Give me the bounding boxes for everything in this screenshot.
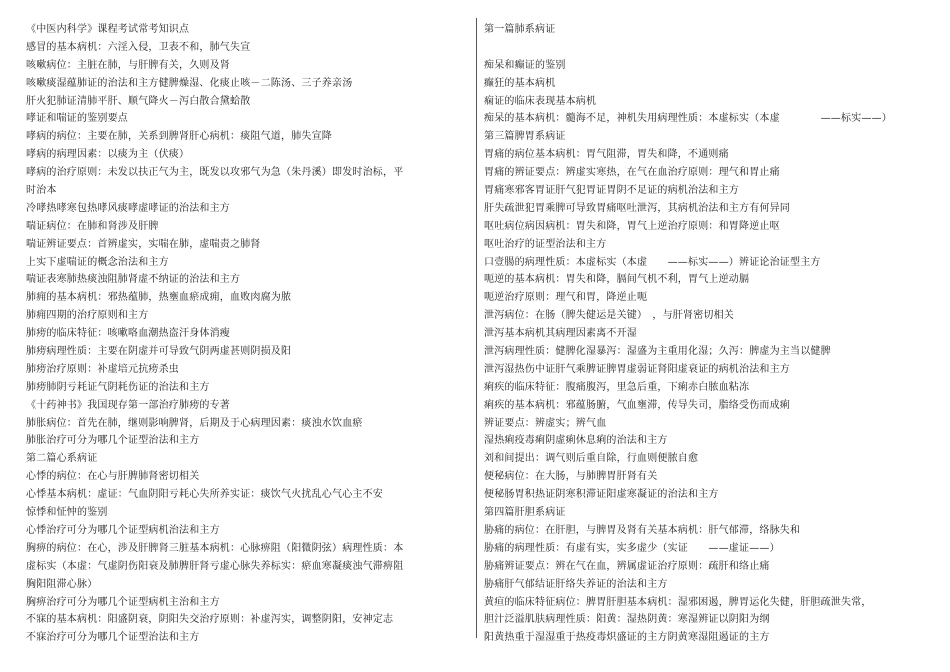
left-column-line: 喘证表寒肺热痰浊阻肺肾虚不纳证的治法和主方 xyxy=(26,274,241,286)
left-column-line: 咳嗽痰湿蕴肺证的治法和主方健脾燥湿、化痰止咳－二陈汤、三子养亲汤 xyxy=(26,77,353,89)
left-column-line: 哮病的病位：主要在肺，关系到脾肾肝心病机：痰阻气道，肺失宣降 xyxy=(26,131,332,143)
right-column-line: 泄泻基本病机其病理因素离不开湿 xyxy=(484,328,637,340)
right-column-line: 痫证的临床表现基本病机 xyxy=(484,95,597,107)
right-column-line: 辨证要点：辨虚实；辨气血 xyxy=(484,417,607,429)
left-column-line: 《中医内科学》课程考试常考知识点 xyxy=(26,24,190,35)
left-column-line: 胸痹治疗可分为哪几个证型病机主治和主方 xyxy=(26,596,220,608)
right-column-line xyxy=(484,39,924,57)
left-column-line: 肺痈的基本病机：邪热蕴肺，热壅血瘀成痈，血败肉腐为脓 xyxy=(26,292,292,304)
left-column-line: 第二篇心系病证 xyxy=(26,453,98,465)
left-column-line: 咳嗽病位：主脏在肺，与肝脾有关，久则及肾 xyxy=(26,59,230,71)
left-column-line: 哮证和喘证的鉴别要点 xyxy=(26,113,128,125)
left-column-line: 心悸的病位：在心与肝脾肺肾密切相关 xyxy=(26,471,200,483)
left-column-line: 哮病的病理因素：以痰为主（伏痰） xyxy=(26,149,190,161)
right-column xyxy=(484,21,924,647)
column-divider xyxy=(476,18,477,638)
left-column-line: 肺痨病理性质：主要在阴虚并可导致气阴两虚甚则阴损及阳 xyxy=(26,346,292,358)
right-column-line: 胁痛的病位：在肝胆，与脾胃及肾有关基本病机：肝气郁滞，络脉失和 xyxy=(484,524,801,536)
right-column-line: 便秘病位：在大肠，与肺脾胃肝肾有关 xyxy=(484,471,658,483)
left-column-line: 喘证病位：在肺和肾涉及肝脾 xyxy=(26,220,159,232)
right-column-line: 泄泻病位：在肠（脾失健运是关键） ，与肝肾密切相关 xyxy=(484,310,734,322)
right-column-line: 呕吐治疗的证型治法和主方 xyxy=(484,238,607,250)
left-column-line: 胸阳阻滞心脉） xyxy=(26,578,98,590)
left-column-line: 惊悸和怔忡的鉴别 xyxy=(26,507,108,519)
right-column-line: 泄泻湿热伤中证肝气乘脾证脾胃虚弱证肾阳虚衰证的病机治法和主方 xyxy=(484,363,790,375)
left-column-line: 《十药神书》我国现存第一部治疗肺痨的专著 xyxy=(26,399,230,411)
right-column-line: 阳黄热重于湿湿重于热疫毒炽盛证的主方阴黄寒湿阻遏证的主方 xyxy=(484,632,770,644)
right-column-line: 呃逆治疗原则：理气和胃，降逆止呃 xyxy=(484,292,648,304)
right-column-line: 黄疸的临床特征病位：脾胃肝胆基本病机：湿邪困遏，脾胃运化失健，肝胆疏泄失常， xyxy=(484,596,872,608)
left-column xyxy=(26,21,466,647)
right-column-line: 呃逆的基本病机：胃失和降，膈间气机不利，胃气上逆动膈 xyxy=(484,274,750,286)
left-column-line: 胸痹的病位：在心，涉及肝脾肾三脏基本病机：心脉痹阻（阳微阴弦）病理性质：本 xyxy=(26,542,404,554)
left-column-line: 肺痨治疗原则：补虚培元抗痨杀虫 xyxy=(26,363,179,375)
right-column-line: 泄泻病理性质：健脾化湿暴泻：湿盛为主重用化湿；久泻：脾虚为主当以健脾 xyxy=(484,346,831,358)
right-column-line: 刘和间提出：调气则后重自除，行血则便脓自愈 xyxy=(484,453,699,465)
left-column-line: 感冒的基本病机：六淫入侵，卫表不和，肺气失宣 xyxy=(26,41,251,53)
right-column-line: 痢疾的基本病机：邪蕴肠腑，气血壅滞，传导失司，脂络受伤而成痢 xyxy=(484,399,790,411)
right-column-line: 第一篇肺系病证 xyxy=(484,24,556,35)
right-column-line: 胆汁泛溢肌肤病理性质：阳黄：湿热阴黄：寒湿辨证以阴阳为纲 xyxy=(484,614,770,626)
right-column-line: 第四篇肝胆系病证 xyxy=(484,507,566,519)
left-column-line: 冷哮热哮寒包热哮风痰哮虚哮证的治法和主方 xyxy=(26,202,230,214)
right-column-line: 第三篇脾胃系病证 xyxy=(484,131,566,143)
left-column-line: 时治本 xyxy=(26,185,57,197)
right-column-line: 胁痛肝气郁结证肝络失养证的治法和主方 xyxy=(484,578,668,590)
left-column-line: 肝火犯肺证清肺平肝、顺气降火－泻白散合黛蛤散 xyxy=(26,95,251,107)
right-column-line: 湿热痢疫毒痢阴虚痢休息痢的治法和主方 xyxy=(484,435,668,447)
right-column-line: 肝失疏泄犯胃乘脾可导致胃痛呕吐泄泻，其病机治法和主方有何异同 xyxy=(484,202,790,214)
right-column-line: 便秘肠胃积热证阴寒积滞证阳虚寒凝证的治法和主方 xyxy=(484,489,719,501)
right-column-line: 痴呆和癫证的鉴别 xyxy=(484,59,566,71)
left-column-line: 喘证辨证要点：首辨虚实，实喘在肺，虚喘责之肺肾 xyxy=(26,238,261,250)
right-column-line: 胁痛的病理性质：有虚有实，实多虚少（实证 ——虚证——） xyxy=(484,542,780,554)
right-column-line: 癫狂的基本病机 xyxy=(484,77,556,89)
right-column-line: 胃痛的辨证要点：辨虚实寒热，在气在血治疗原则：理气和胃止痛 xyxy=(484,167,780,179)
left-column-line: 肺痨肺阴亏耗证气阴耗伤证的治法和主方 xyxy=(26,381,210,393)
left-column-line: 心悸基本病机：虚证：气血阴阳亏耗心失所养实证：痰饮气火扰乱心气心主不安 xyxy=(26,489,383,501)
right-column-line: 口壹腸的病理性质：本虚标实（本虚 ——标实——）辨证论治证型主方 xyxy=(484,256,821,268)
left-column-line: 不寐的基本病机：阳盛阴衰，阴阳失交治疗原则：补虚泻实，调整阴阳，安神定志 xyxy=(26,614,394,626)
left-column-line: 不寐治疗可分为哪几个证型治法和主方 xyxy=(26,632,200,644)
left-column-line: 肺痨的临床特征：咳嗽咯血潮热盗汗身体消瘦 xyxy=(26,328,230,340)
right-column-line: 痢疾的临床特征：腹痛腹泻，里急后重，下痢赤白脓血粘冻 xyxy=(484,381,750,393)
right-column-line: 胁痛辨证要点：辨在气在血，辨属虚证治疗原则：疏肝和络止痛 xyxy=(484,560,770,572)
left-column-line: 心悸治疗可分为哪几个证型病机治法和主方 xyxy=(26,524,220,536)
right-column-line: 胃痛的病位基本病机：胃气阻滞，胃失和降，不通则痛 xyxy=(484,149,729,161)
right-column-line: 胃痛寒邪客胃证肝气犯胃证胃阴不足证的病机治法和主方 xyxy=(484,185,739,197)
left-column-line: 肺痈四期的治疗原则和主方 xyxy=(26,310,149,322)
left-column-line: 肺胀治疗可分为哪几个证型治法和主方 xyxy=(26,435,200,447)
right-column-line: 痴呆的基本病机：髓海不足，神机失用病理性质：本虚标实（本虚 ——标实——） xyxy=(484,113,892,125)
right-column-line: 呕吐病位病因病机：胃失和降，胃气上逆治疗原则：和胃降逆止呕 xyxy=(484,220,780,232)
left-column-line: 上实下虚喘证的概念治法和主方 xyxy=(26,256,169,268)
left-column-line: 肺胀病位：首先在肺，继则影响脾肾，后期及于心病理因素：痰浊水饮血瘀 xyxy=(26,417,363,429)
left-column-line: 哮病的治疗原则：未发以扶正气为主，既发以攻邪气为急（朱丹溪）即发时治标，平 xyxy=(26,167,404,179)
left-column-line: 虚标实（本虚：气虚阴伤阳衰及肺脾肝肾亏虚心脉失养标实：瘀血寒凝痰浊气滞痹阻 xyxy=(26,560,404,572)
